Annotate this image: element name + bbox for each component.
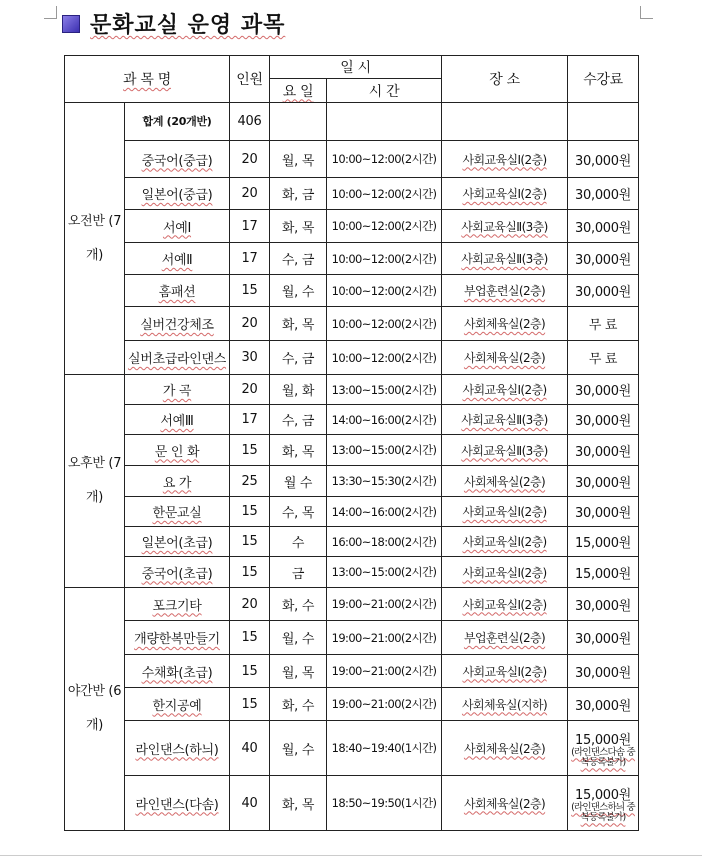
time-cell: 10:00~12:00(2시간)	[327, 178, 442, 210]
count-cell: 20	[230, 141, 270, 178]
place-cell	[442, 588, 568, 621]
place-cell	[442, 776, 568, 831]
day-cell: 수	[270, 527, 327, 557]
place-cell	[442, 621, 568, 655]
table-row	[65, 466, 639, 497]
square-bullet-icon	[62, 15, 80, 33]
place-name: 부업훈련실(2층)	[463, 284, 546, 298]
time-cell: 16:00~18:00(2시간)	[327, 527, 442, 557]
fee-value: 30,000원	[575, 153, 631, 169]
time-cell: 10:00~12:00(2시간)	[327, 341, 442, 375]
day-cell: 수, 목	[270, 497, 327, 527]
day-cell: 화, 목	[270, 435, 327, 466]
subject-cell	[125, 341, 230, 375]
place-cell	[442, 497, 568, 527]
count-cell: 15	[230, 275, 270, 307]
page-bottom-rule	[0, 855, 702, 856]
place-name: 사회교육실Ⅰ(2층)	[462, 505, 547, 519]
count-cell: 15	[230, 435, 270, 466]
day-cell: 월, 수	[270, 275, 327, 307]
day-cell: 월, 목	[270, 655, 327, 688]
header-subject: 과 목 명	[65, 56, 230, 103]
place-name: 사회교육실Ⅰ(2층)	[462, 565, 547, 580]
header-day: 요 일	[270, 79, 327, 103]
empty-cell	[442, 103, 568, 141]
fee-value: 30,000원	[575, 598, 631, 614]
day-cell: 수, 금	[270, 341, 327, 375]
place-cell	[442, 243, 568, 275]
subject-cell	[125, 497, 230, 527]
fee-value: 30,000원	[575, 506, 631, 521]
place-name: 사회체육실(2층)	[463, 351, 546, 365]
time-cell: 18:50~19:50(1시간)	[327, 776, 442, 831]
day-cell: 화, 목	[270, 776, 327, 831]
place-name: 부업훈련실(2층)	[463, 631, 546, 645]
header-fee: 수강료	[568, 56, 639, 103]
subject-cell	[125, 275, 230, 307]
empty-cell	[327, 103, 442, 141]
session-label: 오전반 (7개)	[67, 213, 122, 263]
subject-cell	[125, 210, 230, 243]
count-cell: 15	[230, 527, 270, 557]
subject-cell	[125, 688, 230, 721]
subject-cell	[125, 435, 230, 466]
day-cell: 월, 화	[270, 375, 327, 405]
fee-value: 30,000원	[575, 444, 631, 460]
subject-name: 한지공예	[152, 698, 202, 714]
fee-value: 30,000원	[575, 632, 631, 647]
fee-cell	[568, 435, 639, 466]
empty-cell	[568, 103, 639, 141]
day-cell: 월 수	[270, 466, 327, 497]
subject-cell	[125, 405, 230, 435]
place-name: 사회교육실Ⅰ(2층)	[462, 383, 547, 397]
fee-value: 30,000원	[575, 384, 631, 399]
table-row	[65, 655, 639, 688]
total-count: 406	[230, 103, 270, 141]
page-corner-mark-left	[44, 6, 57, 19]
count-cell: 20	[230, 307, 270, 341]
subject-name: 한문교실	[152, 506, 202, 521]
place-name: 사회체육실(지하)	[461, 697, 548, 712]
subject-name: 라인댄스(하늬)	[135, 742, 219, 758]
table-row	[65, 721, 639, 776]
header-row-1	[65, 56, 639, 79]
fee-cell	[568, 466, 639, 497]
place-cell	[442, 527, 568, 557]
table-row	[65, 588, 639, 621]
page-title: 문화교실 운영 과목	[90, 13, 286, 38]
fee-cell	[568, 210, 639, 243]
table-row	[65, 210, 639, 243]
fee-note: (라인댄스다솜 중복등록불가)	[571, 746, 635, 768]
subject-cell	[125, 776, 230, 831]
fee-cell	[568, 341, 639, 375]
day-cell: 화, 수	[270, 588, 327, 621]
place-cell	[442, 178, 568, 210]
session-cell	[65, 375, 125, 588]
subject-cell	[125, 621, 230, 655]
fee-cell	[568, 621, 639, 655]
schedule-body	[65, 103, 639, 831]
session-label: 오후반 (7개)	[67, 456, 122, 505]
subject-name: 서예Ⅱ	[161, 253, 193, 268]
table-row	[65, 243, 639, 275]
place-name: 사회체육실(2층)	[463, 474, 546, 489]
fee-value: 15,000원	[575, 787, 631, 803]
subject-name: 문 인 화	[154, 444, 200, 460]
time-cell: 13:00~15:00(2시간)	[327, 375, 442, 405]
day-cell: 월, 수	[270, 621, 327, 655]
count-cell: 17	[230, 405, 270, 435]
subject-name: 서예Ⅲ	[160, 414, 194, 429]
place-cell	[442, 655, 568, 688]
day-cell: 수, 금	[270, 405, 327, 435]
subject-name: 일본어(중급)	[141, 188, 213, 203]
subject-name: 라인댄스(다솜)	[135, 797, 219, 813]
place-name: 사회교육실Ⅱ(3층)	[461, 413, 548, 427]
fee-value: 30,000원	[575, 188, 631, 203]
fee-note: (라인댄스하늬 중복등록불가)	[571, 801, 635, 823]
time-cell: 19:00~21:00(2시간)	[327, 588, 442, 621]
count-cell: 15	[230, 621, 270, 655]
table-row	[65, 405, 639, 435]
fee-cell	[568, 141, 639, 178]
table-row	[65, 435, 639, 466]
subject-cell	[125, 655, 230, 688]
total-row	[65, 103, 639, 141]
header-schedule: 일 시	[270, 56, 442, 79]
fee-value: 무 료	[588, 318, 618, 333]
header-place: 장 소	[442, 56, 568, 103]
time-cell: 19:00~21:00(2시간)	[327, 688, 442, 721]
fee-value: 30,000원	[575, 665, 631, 681]
total-label: 합계 (20개반)	[142, 114, 212, 128]
table-row	[65, 497, 639, 527]
table-row	[65, 375, 639, 405]
fee-cell	[568, 776, 639, 831]
count-cell: 15	[230, 655, 270, 688]
schedule-table	[64, 55, 639, 831]
place-name: 사회체육실(2층)	[463, 317, 546, 331]
place-cell	[442, 307, 568, 341]
session-cell	[65, 103, 125, 375]
session-label: 야간반 (6개)	[67, 684, 122, 733]
table-row	[65, 557, 639, 588]
count-cell: 40	[230, 721, 270, 776]
day-cell: 월, 목	[270, 141, 327, 178]
table-row	[65, 341, 639, 375]
subject-name: 일본어(초급)	[141, 536, 213, 551]
fee-value: 30,000원	[575, 253, 631, 268]
fee-cell	[568, 497, 639, 527]
subject-name: 가 곡	[162, 384, 192, 399]
table-row	[65, 275, 639, 307]
place-name: 사회교육실Ⅱ(3층)	[461, 443, 548, 458]
place-cell	[442, 688, 568, 721]
subject-cell	[125, 557, 230, 588]
place-cell	[442, 141, 568, 178]
place-cell	[442, 557, 568, 588]
time-cell: 10:00~12:00(2시간)	[327, 307, 442, 341]
fee-value: 30,000원	[575, 220, 631, 236]
subject-cell	[125, 307, 230, 341]
subject-name: 중국어(초급)	[141, 566, 213, 582]
subject-cell	[125, 141, 230, 178]
place-name: 사회교육실Ⅰ(2층)	[462, 535, 547, 549]
place-name: 사회교육실Ⅰ(2층)	[462, 152, 547, 167]
time-cell: 10:00~12:00(2시간)	[327, 243, 442, 275]
count-cell: 15	[230, 688, 270, 721]
fee-cell	[568, 275, 639, 307]
place-name: 사회교육실Ⅰ(2층)	[462, 597, 547, 612]
table-row	[65, 776, 639, 831]
time-cell: 19:00~21:00(2시간)	[327, 655, 442, 688]
subject-name: 포크기타	[152, 598, 202, 614]
fee-cell	[568, 405, 639, 435]
time-cell: 10:00~12:00(2시간)	[327, 210, 442, 243]
subject-name: 요 가	[162, 475, 192, 491]
table-row	[65, 527, 639, 557]
place-cell	[442, 375, 568, 405]
time-cell: 13:00~15:00(2시간)	[327, 435, 442, 466]
time-cell: 14:00~16:00(2시간)	[327, 405, 442, 435]
fee-value: 30,000원	[575, 285, 631, 300]
fee-value: 15,000원	[575, 566, 631, 582]
fee-cell	[568, 557, 639, 588]
fee-cell	[568, 178, 639, 210]
subject-cell	[125, 375, 230, 405]
fee-cell	[568, 243, 639, 275]
time-cell: 13:00~15:00(2시간)	[327, 557, 442, 588]
fee-value: 15,000원	[575, 536, 631, 551]
fee-cell	[568, 721, 639, 776]
session-cell	[65, 588, 125, 831]
count-cell: 20	[230, 178, 270, 210]
count-cell: 25	[230, 466, 270, 497]
fee-value: 30,000원	[575, 698, 631, 714]
subject-name: 홈패션	[158, 285, 196, 300]
subject-cell	[125, 243, 230, 275]
time-cell: 13:30~15:30(2시간)	[327, 466, 442, 497]
count-cell: 15	[230, 557, 270, 588]
subject-cell	[125, 466, 230, 497]
fee-value: 무 료	[588, 352, 618, 367]
subject-name: 서예Ⅰ	[162, 220, 192, 236]
empty-cell	[270, 103, 327, 141]
count-cell: 30	[230, 341, 270, 375]
subject-name: 실버초급라인댄스	[127, 352, 227, 367]
header-count: 인원	[230, 56, 270, 103]
place-name: 사회체육실(2층)	[463, 796, 546, 811]
time-cell: 19:00~21:00(2시간)	[327, 621, 442, 655]
day-cell: 화, 목	[270, 210, 327, 243]
fee-value: 30,000원	[575, 475, 631, 491]
place-name: 사회교육실Ⅰ(2층)	[462, 187, 547, 201]
day-cell: 월, 수	[270, 721, 327, 776]
place-name: 사회체육실(2층)	[463, 741, 546, 756]
fee-cell	[568, 527, 639, 557]
subject-name: 수채화(초급)	[141, 665, 213, 681]
place-name: 사회교육실Ⅱ(3층)	[461, 219, 548, 234]
place-cell	[442, 466, 568, 497]
subject-cell	[125, 721, 230, 776]
title-block	[62, 8, 285, 39]
count-cell: 17	[230, 210, 270, 243]
place-cell	[442, 405, 568, 435]
day-cell: 화, 금	[270, 178, 327, 210]
place-cell	[442, 210, 568, 243]
place-cell	[442, 721, 568, 776]
header-time: 시 간	[327, 79, 442, 103]
place-name: 사회교육실Ⅰ(2층)	[462, 664, 547, 679]
day-cell: 수, 금	[270, 243, 327, 275]
fee-cell	[568, 655, 639, 688]
time-cell: 14:00~16:00(2시간)	[327, 497, 442, 527]
table-row	[65, 688, 639, 721]
count-cell: 40	[230, 776, 270, 831]
subject-name: 실버건강체조	[140, 318, 214, 333]
day-cell: 화, 목	[270, 307, 327, 341]
subject-cell	[125, 588, 230, 621]
subject-name: 개량한복만들기	[134, 632, 220, 647]
fee-value: 15,000원	[575, 732, 631, 748]
day-cell: 금	[270, 557, 327, 588]
table-row	[65, 178, 639, 210]
time-cell: 18:40~19:40(1시간)	[327, 721, 442, 776]
place-cell	[442, 275, 568, 307]
subject-name: 중국어(중급)	[141, 153, 213, 169]
fee-value: 30,000원	[575, 414, 631, 429]
table-row	[65, 621, 639, 655]
place-cell	[442, 435, 568, 466]
fee-cell	[568, 588, 639, 621]
table-row	[65, 307, 639, 341]
subject-cell	[125, 527, 230, 557]
place-cell	[442, 341, 568, 375]
place-name: 사회교육실Ⅱ(3층)	[461, 252, 548, 266]
count-cell: 15	[230, 497, 270, 527]
time-cell: 10:00~12:00(2시간)	[327, 275, 442, 307]
fee-cell	[568, 307, 639, 341]
count-cell: 20	[230, 375, 270, 405]
fee-cell	[568, 688, 639, 721]
fee-cell	[568, 375, 639, 405]
table-row	[65, 141, 639, 178]
count-cell: 17	[230, 243, 270, 275]
time-cell: 10:00~12:00(2시간)	[327, 141, 442, 178]
day-cell: 화, 수	[270, 688, 327, 721]
count-cell: 20	[230, 588, 270, 621]
subject-cell	[125, 178, 230, 210]
total-label-cell	[125, 103, 230, 141]
page-corner-mark-right	[640, 6, 653, 19]
